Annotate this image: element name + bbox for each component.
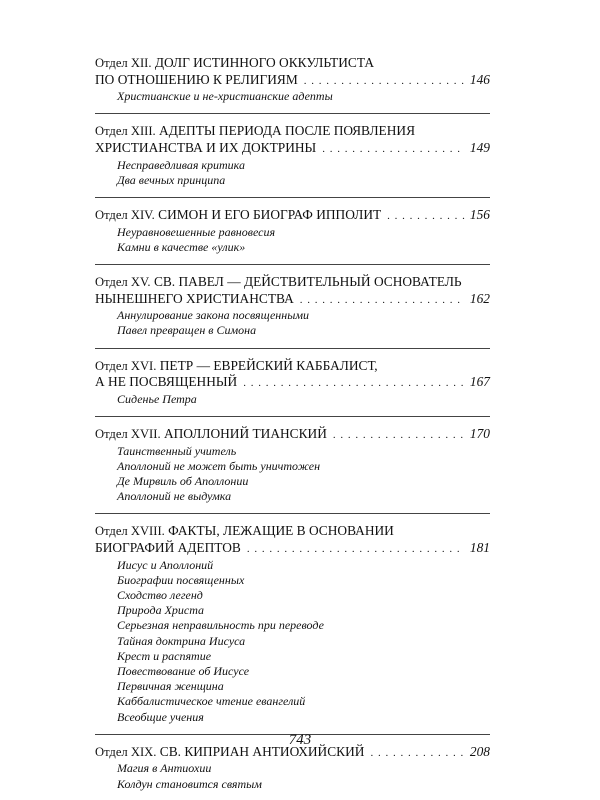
toc-section [95,358,490,407]
section-title: БИОГРАФИЙ АДЕПТОВ [95,539,241,555]
dot-leader [387,209,465,225]
section-title: ПО ОТНОШЕНИЮ К РЕЛИГИЯМ [95,71,298,87]
table-of-contents [95,55,490,792]
section-prefix: Отдел XVI. [95,358,157,373]
section-divider [95,264,490,265]
section-title: АДЕПТЫ ПЕРИОДА ПОСЛЕ ПОЯВЛЕНИЯ [159,123,416,139]
subsection-item: Сиденье Петра [117,391,197,406]
toc-section [95,744,490,792]
subsection-item: Иисус и Аполлоний [117,557,214,572]
section-title: ФАКТЫ, ЛЕЖАЩИЕ В ОСНОВАНИИ [168,523,394,539]
subsection-item: Де Мирвиль об Аполлонии [117,473,249,488]
page-ref: 146 [469,71,490,87]
section-prefix: Отдел XV. [95,274,151,289]
section-prefix: Отдел XIII. [95,124,156,139]
section-heading-line [95,274,490,291]
section-heading-line [95,540,490,558]
dot-leader [243,376,465,392]
section-divider [95,416,490,417]
subsection-item: Магия в Антиохии [117,761,212,776]
section-divider [95,197,490,198]
subsection-item: Аннулирование закона посвященными [117,308,309,323]
subsection-item: Аполлоний не может быть уничтожен [117,458,321,473]
page-ref: 167 [469,374,490,390]
section-title: СИМОН И ЕГО БИОГРАФ ИППОЛИТ [158,206,382,222]
toc-section [95,123,490,188]
subsection-item: Первичная женщина [117,679,224,694]
dot-leader [322,142,465,158]
section-prefix: Отдел XIX. [95,744,157,759]
section-title: ХРИСТИАНСТВА И ИХ ДОКТРИНЫ [95,139,317,155]
section-heading-line [95,72,490,90]
subsection-item: Тайная доктрина Иисуса [117,633,246,648]
toc-section [95,274,490,339]
section-heading-line [95,374,490,392]
section-title: АПОЛЛОНИЙ ТИАНСКИЙ [163,425,327,441]
page-ref: 149 [469,139,490,155]
page-ref: 170 [469,425,490,441]
subsection-item: Аполлоний не выдумка [117,489,232,504]
toc-section [95,426,490,504]
section-title: СВ. КИПРИАН АНТИОХИЙСКИЙ [159,743,365,759]
subsection-item: Повествование об Иисусе [117,663,250,678]
subsection-item: Камни в качестве «улик» [117,239,246,254]
dot-leader [247,542,465,558]
section-title: НЫНЕШНЕГО ХРИСТИАНСТВА [95,290,294,306]
subsection-item: Несправедливая критика [117,157,245,172]
section-divider [95,348,490,349]
toc-section [95,207,490,255]
section-title: СВ. ПАВЕЛ — ДЕЙСТВИТЕЛЬНЫЙ ОСНОВАТЕЛЬ [153,273,462,289]
section-heading-line [95,123,490,140]
section-heading-line [95,140,490,158]
subsection-item: Всеобщие учения [117,709,204,724]
subsection-item: Сходство легенд [117,587,203,602]
dot-leader [300,293,465,309]
section-heading-line [95,55,490,72]
dot-leader [304,74,465,90]
subsection-item: Неуравновешенные равновесия [117,224,276,239]
section-heading-line [95,358,490,375]
section-title: ДОЛГ ИСТИННОГО ОККУЛЬТИСТА [154,55,375,70]
section-prefix: Отдел XIV. [95,207,155,222]
subsection-item: Колдун становится святым [117,776,262,791]
page-number: 743 [288,732,312,748]
section-prefix: Отдел XVIII. [95,524,165,539]
subsection-item: Серьезная неправильность при переводе [117,618,324,633]
page-ref: 208 [469,743,490,759]
subsection-item: Павел превращен в Симона [117,323,257,338]
dot-leader [333,428,465,444]
subsection-item: Два вечных принципа [117,172,226,187]
subsection-item: Таинственный учитель [117,443,237,458]
page-ref: 181 [469,539,490,555]
toc-section [95,523,490,724]
section-divider [95,113,490,114]
section-heading-line [95,207,490,225]
section-prefix: Отдел XII. [95,56,152,70]
page-ref: 156 [469,206,490,222]
section-prefix: Отдел XVII. [95,426,161,441]
subsection-item: Каббалистическое чтение евангелий [117,694,306,709]
subsection-item: Христианские и не-христианские адепты [117,89,333,104]
section-heading-line [95,291,490,309]
subsection-item: Крест и распятие [117,648,212,663]
subsection-item: Биографии посвященных [117,572,245,587]
section-heading-line [95,426,490,444]
page-ref: 162 [469,290,490,306]
section-divider [95,513,490,514]
section-title: А НЕ ПОСВЯЩЕННЫЙ [95,374,238,390]
section-heading-line [95,523,490,540]
subsection-item: Природа Христа [117,603,205,618]
section-title: ПЕТР — ЕВРЕЙСКИЙ КАББАЛИСТ, [159,357,378,373]
toc-section [95,55,490,104]
